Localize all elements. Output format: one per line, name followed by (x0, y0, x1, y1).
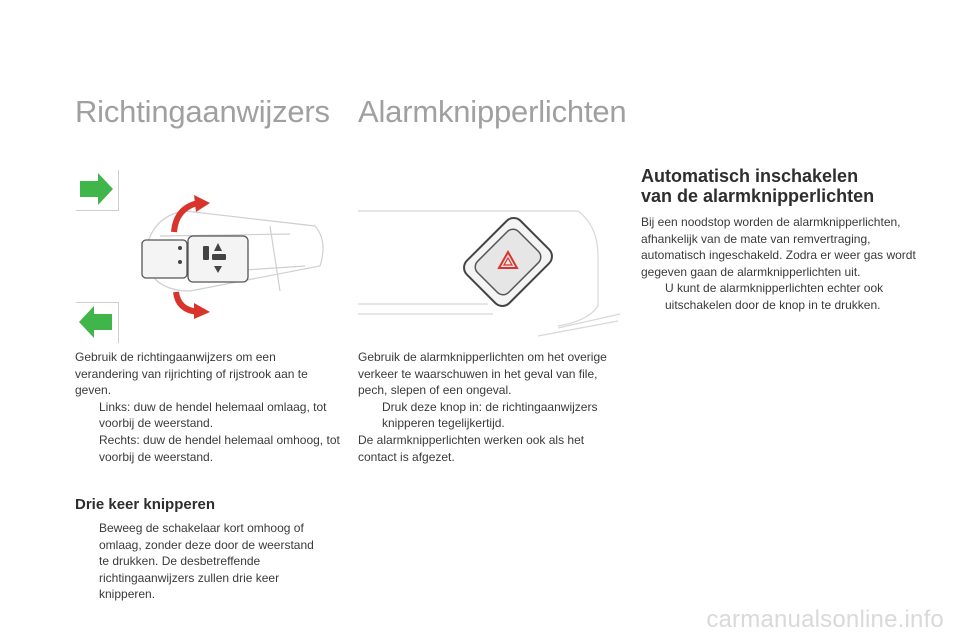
rotate-down-arrow-icon (168, 290, 214, 320)
title-alarmknipperlichten: Alarmknipperlichten (358, 94, 627, 129)
right-title (641, 166, 916, 206)
left-section-bullet: Beweeg de schakelaar kort omhoog of omlaag, zonder deze door de weerstand te drukken. De desbetreffende richtingaanwijzers zullen drie keer knipperen. (99, 521, 314, 602)
left-section-text (75, 520, 325, 603)
right-body: Bij een noodstop worden de alarmknipperlichten, afhankelijk van de mate van remvertraging, automatisch ingeschakeld. Zodra er weer gas wordt gegeven gaan de alarmknipperlichten uit. (641, 215, 916, 279)
arrow-left-box (76, 302, 119, 343)
arrow-left-icon (76, 303, 116, 341)
middle-bullet: Druk deze knop in: de richtingaanwijzers knipperen tegelijkertijd. (382, 399, 598, 431)
middle-column-text (358, 349, 620, 465)
rotate-up-arrow-icon (168, 194, 214, 234)
middle-intro: Gebruik de alarmknipperlichten om het overige verkeer te waarschuwen in het geval van file, pech, slepen of een ongeval. (358, 350, 607, 398)
left-bullet-1: Links: duw de hendel helemaal omlaag, tot voorbij de weerstand. (99, 399, 327, 431)
hazard-button-illustration (358, 196, 620, 346)
right-bullet: U kunt de alarmknipperlichten echter ook uitschakelen door de knop in te drukken. (665, 281, 884, 312)
title-richtingaanwijzers: Richtingaanwijzers (75, 94, 330, 129)
right-column (641, 166, 916, 314)
indicator-stalk-illustration (130, 196, 330, 316)
left-column-text (75, 349, 340, 465)
left-intro: Gebruik de richtingaanwijzers om een verandering van rijrichting of rijstrook aan te geven. (75, 350, 308, 398)
arrow-right-box (76, 170, 119, 211)
arrow-right-icon (76, 170, 116, 208)
right-title-line2: van de alarmknipperlichten (641, 186, 875, 206)
middle-outro: De alarmknipperlichten werken ook als het contact is afgezet. (358, 432, 585, 464)
right-title-line1: Automatisch inschakelen (641, 166, 859, 186)
section-title-drie-keer: Drie keer knipperen (75, 496, 216, 513)
left-bullet-2: Rechts: duw de hendel helemaal omhoog, tot voorbij de weerstand. (99, 432, 340, 464)
footer-watermark: carmanualsonline.info (706, 606, 944, 633)
